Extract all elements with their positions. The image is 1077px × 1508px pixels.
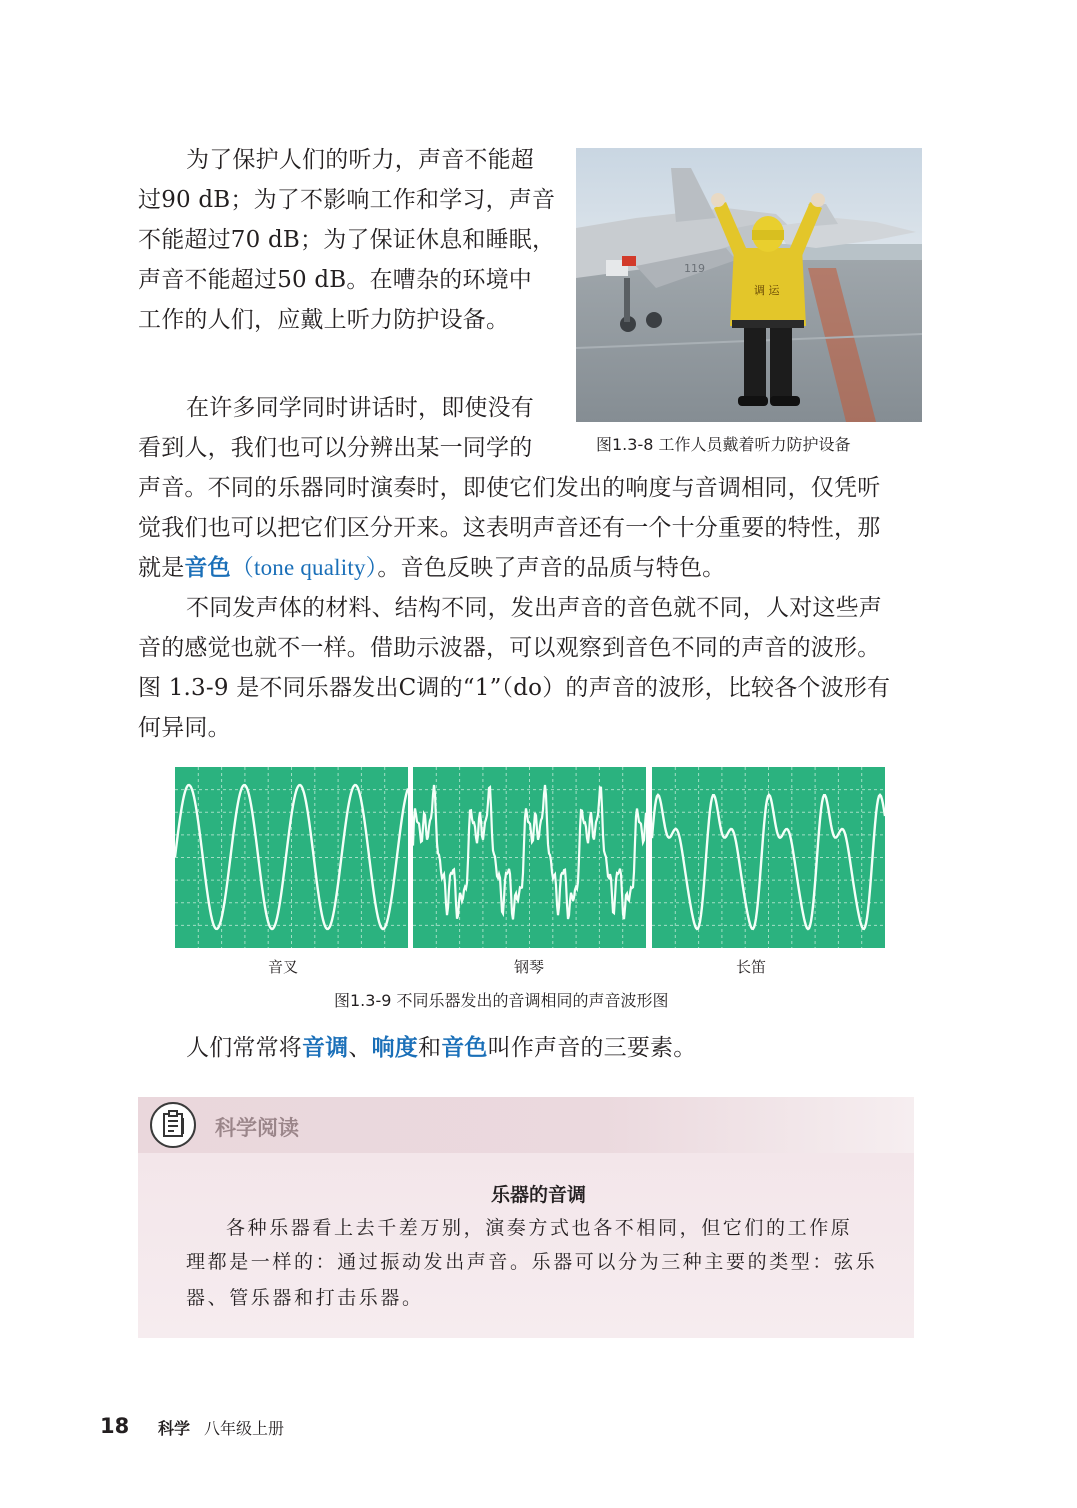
scope-label-tuning-fork: 音叉 — [268, 958, 299, 976]
para2-line-3: 声音。不同的乐器同时演奏时，即使它们发出的响度与音调相同，仅凭听 — [138, 475, 881, 501]
scope-label-flute: 长笛 — [736, 958, 767, 976]
para1-line-5: 工作的人们，应戴上听力防护设备。 — [138, 307, 510, 333]
para1-line-2: 过90 dB；为了不影响工作和学习，声音 — [138, 187, 556, 213]
reading-section-title: 科学阅读 — [215, 1116, 299, 1140]
reading-line-1: 各种乐器看上去千差万别，演奏方式也各不相同，但它们的工作原 — [226, 1217, 853, 1239]
page-number: 18 — [100, 1414, 130, 1438]
reading-line-2: 理都是一样的：通过振动发出声音。乐器可以分为三种主要的类型：弦乐 — [186, 1251, 878, 1273]
english-term: （tone quality） — [230, 555, 378, 580]
para4-line — [186, 1034, 696, 1062]
para2-line-1: 在许多同学同时讲话时，即使没有 — [186, 395, 534, 421]
reading-article-title: 乐器的音调 — [490, 1184, 586, 1206]
figure-1-3-9-caption: 图1.3-9 不同乐器发出的音调相同的声音波形图 — [334, 991, 669, 1010]
scope-piano — [413, 767, 646, 948]
plane-number: 119 — [684, 262, 705, 275]
para2-line-5-suffix: 。音色反映了声音的品质与特色。 — [377, 555, 726, 581]
figure-1-3-8-photo — [576, 148, 922, 422]
para4-suffix: 叫作声音的三要素。 — [487, 1035, 697, 1061]
clipboard-icon — [150, 1102, 196, 1148]
para4-prefix: 人们常常将 — [186, 1035, 302, 1061]
para2-line-5-prefix: 就是 — [138, 555, 185, 581]
para2-line-2: 看到人，我们也可以分辨出某一同学的 — [138, 435, 533, 461]
scope-tuning-fork — [175, 767, 408, 948]
para2-line-4: 觉我们也可以把它们区分开来。这表明声音还有一个十分重要的特性，那 — [138, 515, 881, 541]
book-title — [158, 1416, 284, 1439]
vest-text: 调 运 — [754, 284, 780, 297]
para1-line-1: 为了保护人们的听力，声音不能超 — [186, 147, 534, 173]
para1-line-3: 不能超过70 dB；为了保证休息和睡眠， — [138, 227, 556, 253]
keyword-timbre: 音色 — [441, 1035, 488, 1061]
keyword-loudness: 响度 — [371, 1035, 419, 1061]
figure-1-3-8-caption: 图1.3-8 工作人员戴着听力防护设备 — [596, 435, 851, 454]
keyword-pitch: 音调 — [302, 1035, 349, 1061]
para3-line-1: 不同发声体的材料、结构不同，发出声音的音色就不同，人对这些声 — [186, 595, 882, 621]
para3-line-2: 音的感觉也就不一样。借助示波器，可以观察到音色不同的声音的波形。 — [138, 635, 881, 661]
reading-line-3: 器、管乐器和打击乐器。 — [186, 1287, 424, 1309]
para1-line-4: 声音不能超过50 dB。在嘈杂的环境中 — [138, 267, 533, 293]
scope-label-piano: 钢琴 — [514, 958, 545, 976]
para4-sep-2: 和 — [418, 1035, 442, 1061]
book-grade: 八年级上册 — [204, 1419, 285, 1438]
book-subject: 科学 — [158, 1419, 191, 1438]
scope-flute — [652, 767, 885, 948]
para4-sep-1: 、 — [348, 1035, 372, 1061]
para3-line-4: 何异同。 — [138, 715, 231, 741]
para2-line-5 — [138, 554, 725, 582]
keyword-tone-quality: 音色 — [184, 555, 231, 581]
para3-line-3: 图 1.3-9 是不同乐器发出C调的“1”（do）的声音的波形，比较各个波形有 — [138, 675, 891, 701]
